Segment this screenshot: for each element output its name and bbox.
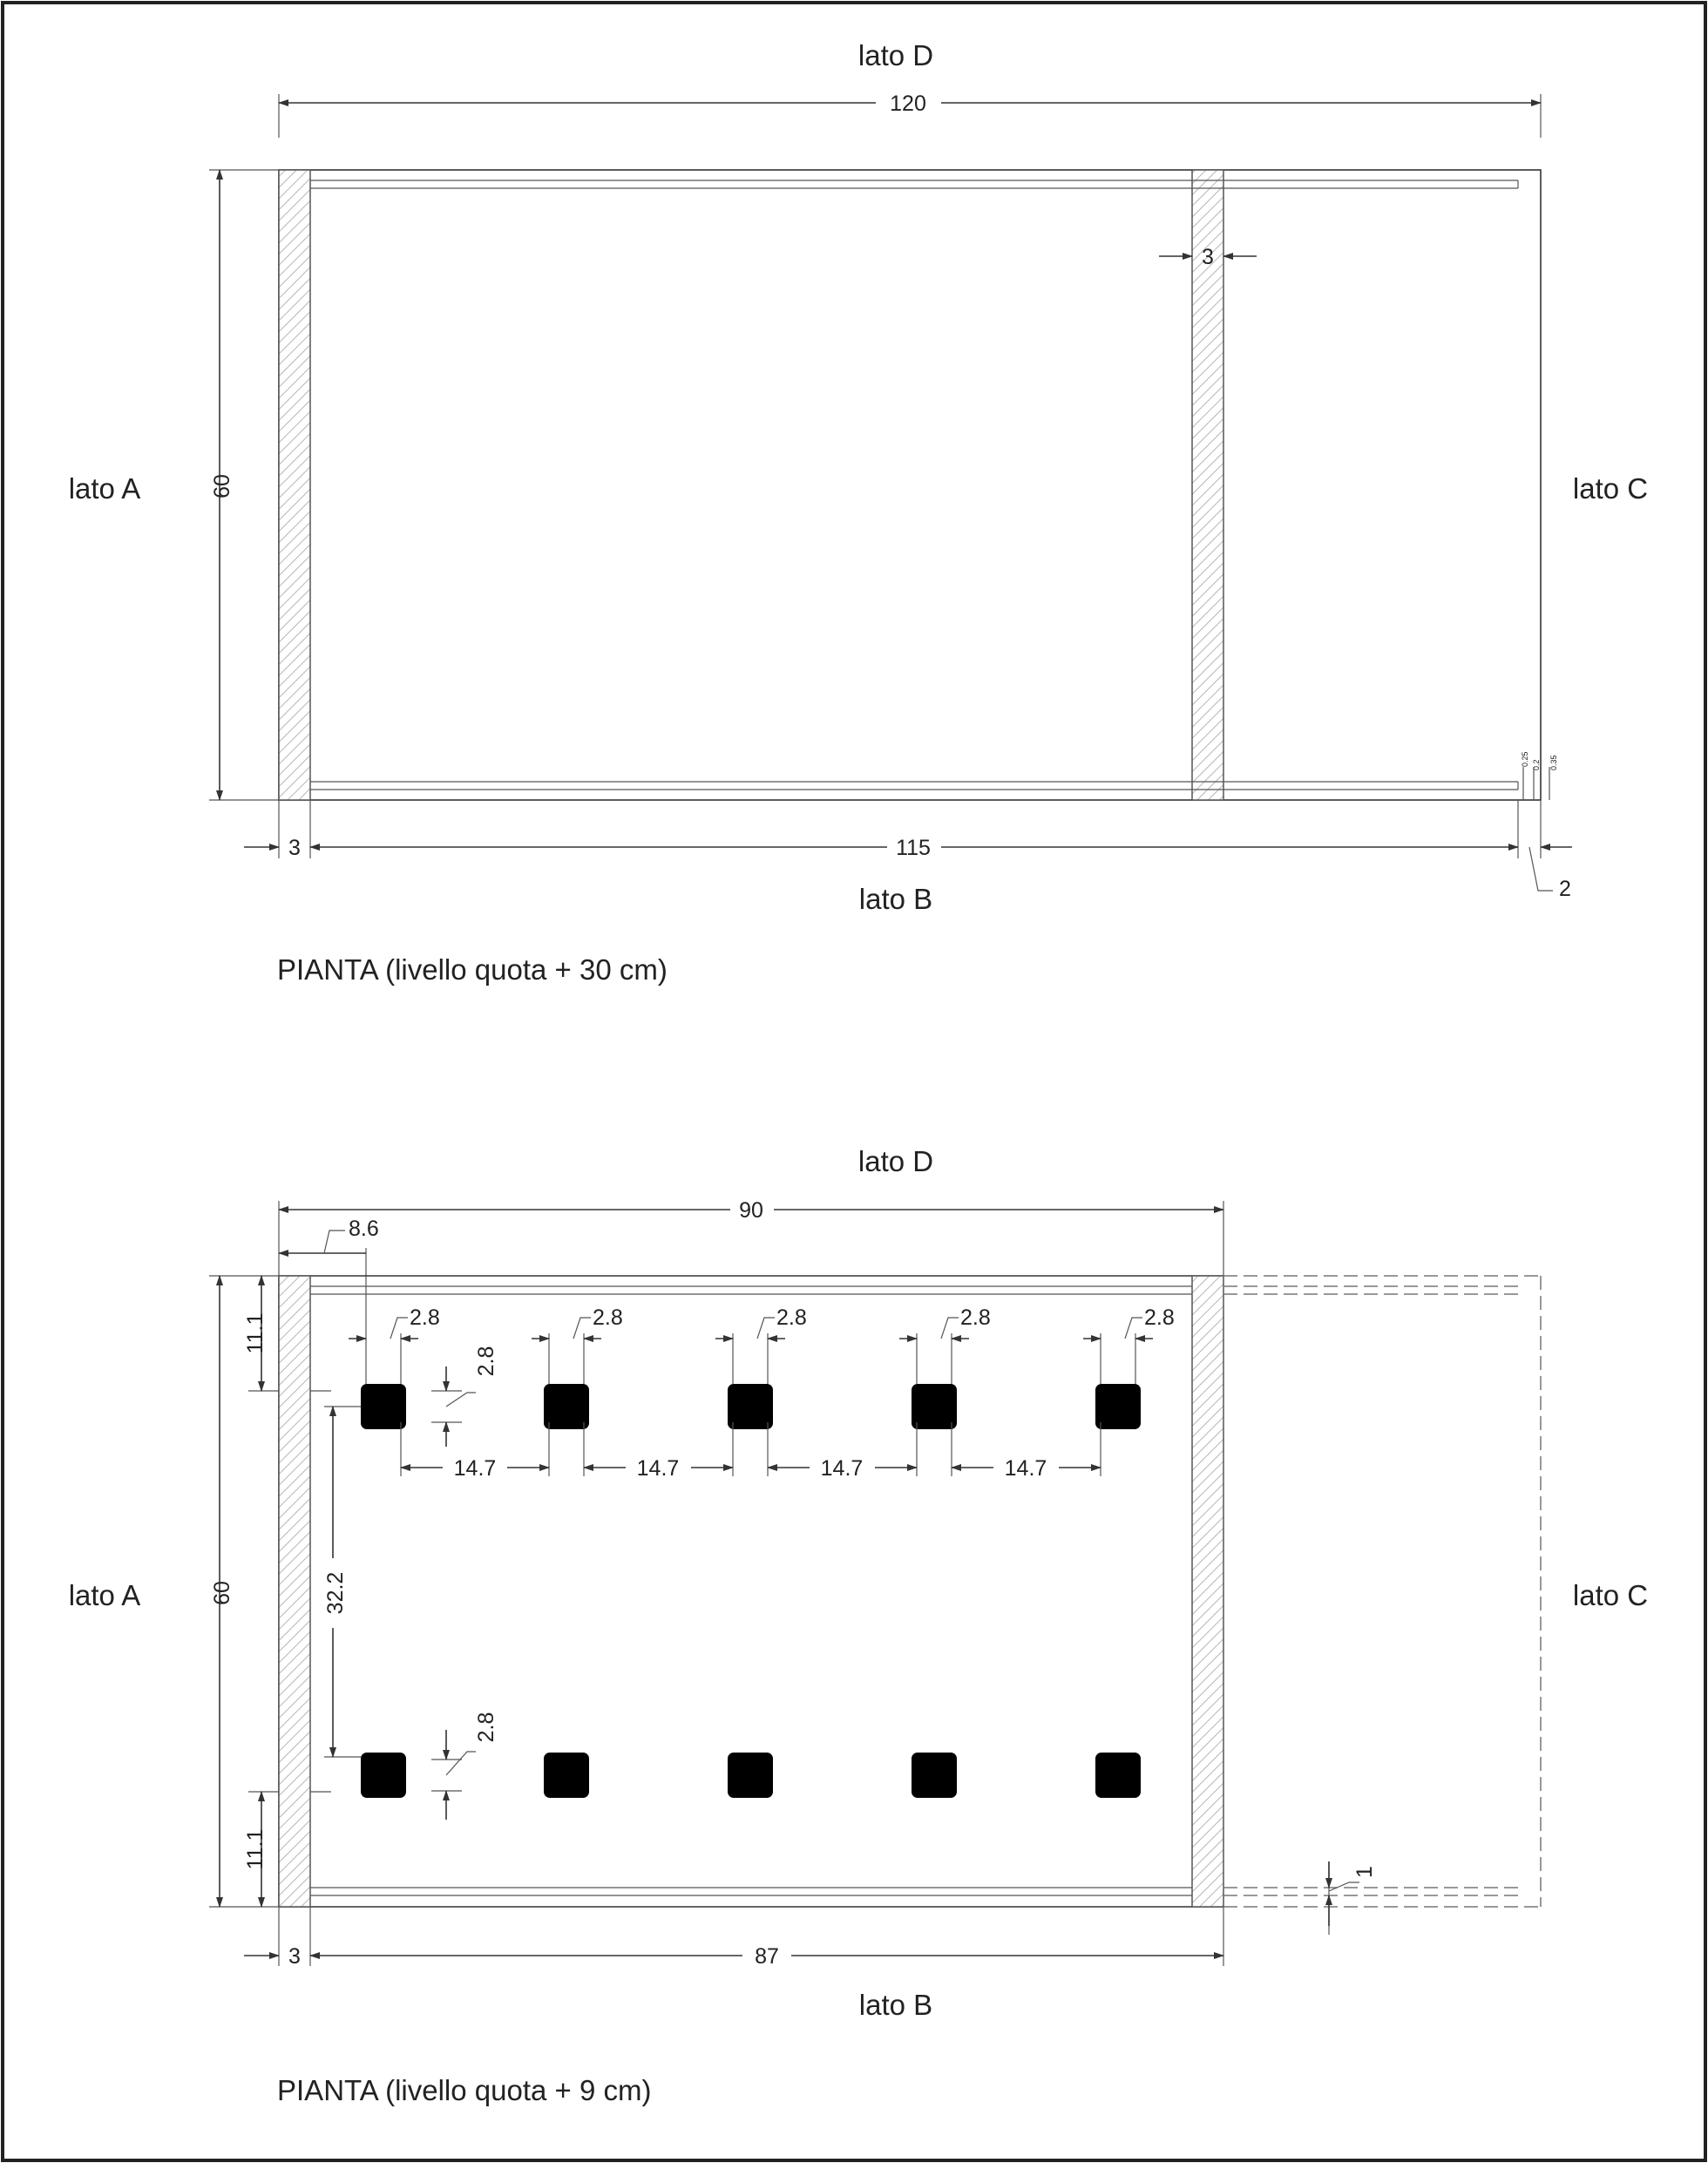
- plan-top: [69, 39, 1648, 986]
- plan-bottom-label-lato-a: lato A: [68, 1579, 141, 1611]
- pad-height-dim-top: 2.8: [474, 1346, 498, 1377]
- plan-bottom: [69, 1145, 1648, 2106]
- plan-bottom-dim-bottom: [244, 1907, 1223, 1969]
- plan-top-dim-115: 115: [896, 836, 931, 860]
- plan-bottom-dim-32-2: 32.2: [323, 1571, 348, 1615]
- pad-width-dim-4: 2.8: [960, 1305, 991, 1330]
- plan-bottom-caption: PIANTA (livello quota + 9 cm): [277, 2074, 652, 2106]
- plan-bottom-dim-pad-spacing: [401, 1422, 1101, 1481]
- plan-top-rails: [310, 180, 1518, 790]
- pad-bottom-4: [912, 1753, 957, 1798]
- pad-top-5: [1095, 1384, 1141, 1429]
- plan-top-dim-3-wall: 3: [288, 836, 301, 860]
- pad-bottom-3: [728, 1753, 773, 1798]
- plan-top-dim-0-25: 0.25: [1521, 751, 1529, 767]
- plan-top-dim-rail-details: [1521, 751, 1558, 800]
- plan-bottom-pads-bottom-row: [361, 1753, 1141, 1798]
- plan-bottom-dim-rail-gap: [1329, 1861, 1377, 1935]
- plan-top-dim-120: 120: [890, 92, 926, 116]
- plan-bottom-dim-1: 1: [1352, 1866, 1377, 1878]
- plan-bottom-dim-8-6-text: 8.6: [349, 1217, 379, 1241]
- pad-bottom-2: [544, 1753, 589, 1798]
- pad-spacing-dim-4: 14.7: [1004, 1456, 1047, 1481]
- plan-bottom-label-lato-c: lato C: [1572, 1579, 1649, 1611]
- plan-top-dim-0-2: 0.2: [1532, 759, 1541, 770]
- plan-top-caption: PIANTA (livello quota + 30 cm): [277, 953, 668, 986]
- pad-bottom-5: [1095, 1753, 1141, 1798]
- plan-bottom-dim-overall-width: [279, 1198, 1223, 1276]
- plan-top-dim-partition: [1159, 245, 1257, 269]
- plan-bottom-dim-90: 90: [739, 1198, 763, 1223]
- plan-bottom-dim-3-wall: 3: [288, 1944, 301, 1969]
- pad-top-2: [544, 1384, 589, 1429]
- plan-bottom-pads-top-row: [361, 1384, 1141, 1429]
- pad-top-1: [361, 1384, 406, 1429]
- plan-top-dim-0-35: 0.35: [1549, 755, 1558, 770]
- plan-bottom-rails: [310, 1286, 1192, 1895]
- plan-bottom-dim-87: 87: [755, 1944, 779, 1969]
- pad-width-dim-2: 2.8: [593, 1305, 623, 1330]
- pad-width-dim-3: 2.8: [776, 1305, 807, 1330]
- plan-top-dim-2: 2: [1559, 877, 1571, 901]
- pad-height-dim-bottom: 2.8: [474, 1712, 498, 1743]
- plan-top-dim-height: [209, 170, 279, 800]
- pad-spacing-dim-3: 14.7: [820, 1456, 864, 1481]
- plan-top-label-lato-a: lato A: [68, 472, 141, 505]
- plan-top-label-lato-b: lato B: [858, 883, 933, 915]
- plan-bottom-dashed-extension: [1223, 1276, 1541, 1907]
- pad-top-3: [728, 1384, 773, 1429]
- plan-bottom-right-partition: [1192, 1276, 1223, 1907]
- plan-bottom-label-lato-d: lato D: [857, 1145, 934, 1177]
- pad-width-dim-1: 2.8: [410, 1305, 440, 1330]
- plan-top-label-lato-d: lato D: [857, 39, 934, 71]
- plan-top-label-lato-c: lato C: [1572, 472, 1649, 505]
- plan-bottom-dim-60: 60: [210, 1581, 234, 1605]
- pad-spacing-dim-2: 14.7: [636, 1456, 680, 1481]
- plan-top-dim-overall-width: [279, 92, 1541, 138]
- plan-top-dim-60: 60: [210, 474, 234, 498]
- plan-bottom-dim-row-spacing: [323, 1407, 361, 1757]
- plan-bottom-dim-height: [209, 1276, 279, 1907]
- pad-top-4: [912, 1384, 957, 1429]
- pad-bottom-1: [361, 1753, 406, 1798]
- plan-bottom-dim-pad-heights: [431, 1346, 498, 1820]
- pad-spacing-dim-1: 14.7: [453, 1456, 497, 1481]
- plan-top-outline: [279, 170, 1541, 800]
- plan-top-dim-3-partition: 3: [1202, 245, 1214, 269]
- pad-width-dim-5: 2.8: [1144, 1305, 1175, 1330]
- plan-bottom-label-lato-b: lato B: [858, 1989, 933, 2021]
- plan-bottom-dim-11-1-top: 11.1: [243, 1312, 268, 1354]
- plan-bottom-dim-pad-widths: [349, 1305, 1175, 1384]
- plan-bottom-dim-11-1-bottom: 11.1: [243, 1828, 268, 1870]
- plan-bottom-left-wall: [279, 1276, 310, 1907]
- plan-top-left-wall: [279, 170, 310, 800]
